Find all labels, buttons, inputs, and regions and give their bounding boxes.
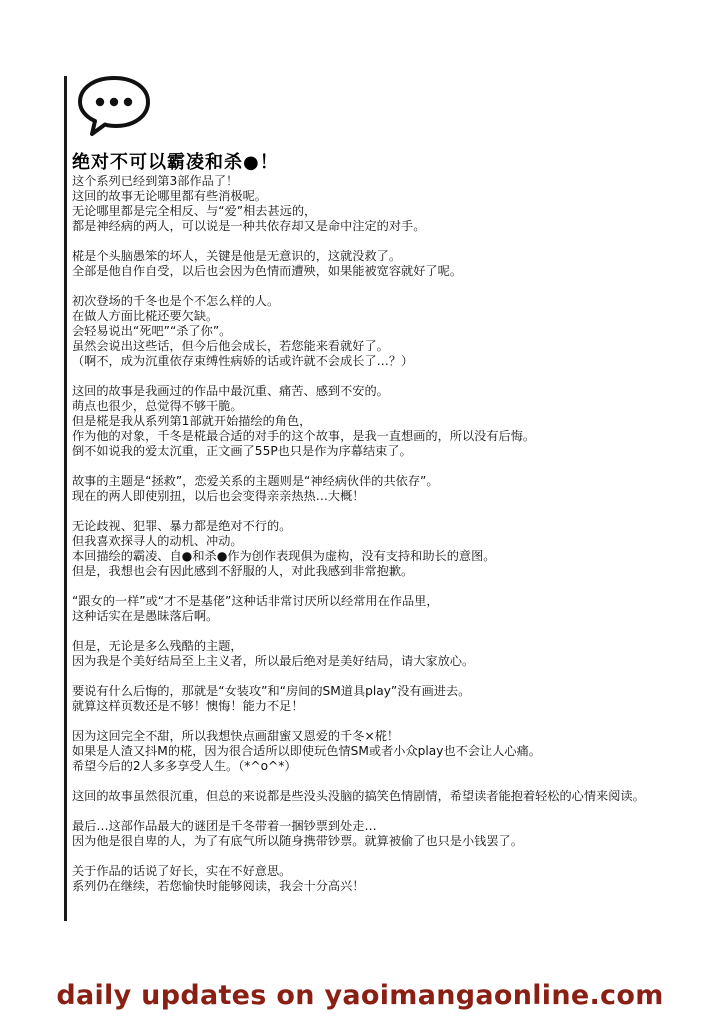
- paragraph: [72, 819, 672, 849]
- paragraph: [72, 639, 672, 669]
- paragraph: [72, 174, 672, 234]
- text-line: 希望今后的2人多多享受人生。（*^o^*）: [72, 759, 297, 773]
- speech-bubble-icon: [76, 74, 152, 140]
- text-line: 虽然会说出这些话，但今后他会成长，若您能来看就好了。: [72, 339, 389, 353]
- text-line: 在做人方面比椛还要欠缺。: [72, 309, 219, 323]
- text-line: 但我喜欢探寻人的动机、冲动。: [72, 534, 243, 548]
- text-line: 作为他的对象，千冬是椛最合适的对手的这个故事，是我一直想画的，所以没有后悔。: [72, 429, 536, 443]
- text-line: 无论哪里都是完全相反、与“爱”相去甚远的，: [72, 204, 317, 218]
- text-line: 故事的主题是“拯救”，恋爱关系的主题则是“神经病伙伴的共依存”。: [72, 474, 439, 488]
- text-line: 因为我是个美好结局至上主义者，所以最后绝对是美好结局，请大家放心。: [72, 654, 475, 668]
- watermark-footer: daily updates on yaoimangaonline.com: [56, 980, 664, 1011]
- text-line: 这回的故事是我画过的作品中最沉重、痛苦、感到不安的。: [72, 384, 389, 398]
- paragraph: [72, 249, 672, 279]
- text-line: 就算这样页数还是不够！懊悔！能力不足！: [72, 699, 304, 713]
- paragraph: [72, 864, 672, 894]
- text-line: 但是，无论是多么残酷的主题，: [72, 639, 243, 653]
- paragraph: [72, 594, 672, 624]
- text-line: 初次登场的千冬也是个不怎么样的人。: [72, 294, 280, 308]
- text-line: 现在的两人即使别扭，以后也会变得亲亲热热…大概！: [72, 489, 365, 503]
- paragraph: [72, 729, 672, 774]
- text-line: 倒不如说我的爱太沉重，正文画了55P也只是作为序幕结束了。: [72, 444, 412, 458]
- text-line: 但是，我想也会有因此感到不舒服的人，对此我感到非常抱歉。: [72, 564, 414, 578]
- text-line: 都是神经病的两人，可以说是一种共依存却又是命中注定的对手。: [72, 219, 426, 233]
- text-line: 全部是他自作自受，以后也会因为色情而遭殃，如果能被宽容就好了呢。: [72, 264, 462, 278]
- text-line: 这回的故事虽然很沉重，但总的来说都是些没头没脑的搞笑色情剧情，希望读者能抱着轻松的心情来阅读。: [72, 789, 645, 803]
- page-heading: 绝对不可以霸凌和杀●！: [72, 152, 279, 173]
- text-line: 会轻易说出“死吧”“杀了你”。: [72, 324, 232, 338]
- text-line: 这种话实在是愚昧落后啊。: [72, 609, 219, 623]
- left-margin-rule: [64, 76, 67, 921]
- paragraph: [72, 789, 672, 804]
- text-line: 这回的故事无论哪里都有些消极呢。: [72, 189, 267, 203]
- text-line: 这个系列已经到第3部作品了！: [72, 174, 239, 188]
- text-line: 但是椛是我从系列第1部就开始描绘的角色，: [72, 414, 312, 428]
- text-line: 因为这回完全不甜，所以我想快点画甜蜜又恩爱的千冬×椛！: [72, 729, 400, 743]
- text-line: 本回描绘的霸凌、自●和杀●作为创作表现俱为虚构，没有支持和助长的意图。: [72, 549, 496, 563]
- text-line: 系列仍在继续，若您愉快时能够阅读，我会十分高兴！: [72, 879, 365, 893]
- body-text: [72, 174, 672, 909]
- text-line: 如果是人渣又抖M的椛，因为很合适所以即使玩色情SM或者小众play也不会让人心痛。: [72, 744, 541, 758]
- text-line: 椛是个头脑愚笨的坏人，关键是他是无意识的，这就没救了。: [72, 249, 402, 263]
- text-line: “跟女的一样”或“才不是基佬”这种话非常讨厌所以经常用在作品里，: [72, 594, 439, 608]
- paragraph: [72, 294, 672, 369]
- text-line: 要说有什么后悔的，那就是“女装攻”和“房间的SM道具play”没有画进去。: [72, 684, 471, 698]
- text-line: 关于作品的话说了好长，实在不好意思。: [72, 864, 292, 878]
- paragraph: [72, 384, 672, 459]
- paragraph: [72, 684, 672, 714]
- text-line: （啊不，成为沉重依存束缚性病娇的话或许就不会成长了…？）: [72, 354, 414, 368]
- text-line: 无论歧视、犯罪、暴力都是绝对不行的。: [72, 519, 292, 533]
- text-line: 最后…这部作品最大的谜团是千冬带着一捆钞票到处走…: [72, 819, 377, 833]
- paragraph: [72, 474, 672, 504]
- text-line: 萌点也很少，总觉得不够干脆。: [72, 399, 243, 413]
- paragraph: [72, 519, 672, 579]
- text-line: 因为他是很自卑的人，为了有底气所以随身携带钞票。就算被偷了也只是小钱罢了。: [72, 834, 523, 848]
